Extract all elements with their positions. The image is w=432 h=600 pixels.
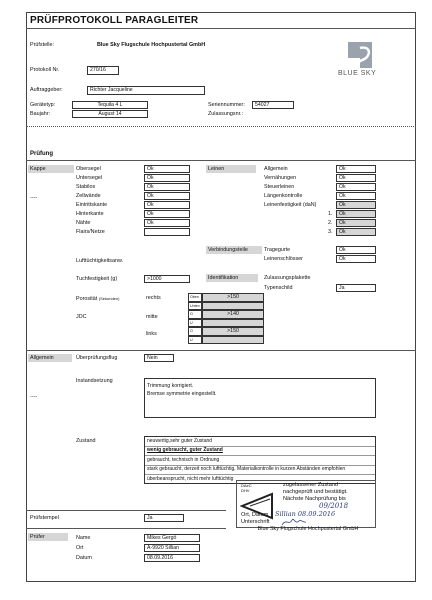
pruefung-heading: Prüfung bbox=[30, 151, 53, 157]
porositaet-row-value[interactable] bbox=[202, 319, 264, 328]
typenschild-field[interactable]: Ja bbox=[336, 284, 376, 292]
zustand-option[interactable]: neuwertig,sehr guter Zustand bbox=[147, 438, 213, 444]
kappe-item-field[interactable]: Ok bbox=[144, 219, 190, 227]
zustand-option[interactable]: wenig gebraucht, guter Zustand bbox=[147, 447, 223, 454]
lufttuechtigkeit-field[interactable] bbox=[144, 257, 190, 265]
verbindungsteile-label: Verbindungsteile bbox=[208, 247, 248, 253]
kappe-item-label: Stabilos bbox=[76, 184, 96, 190]
zustand-option[interactable]: stark gebraucht, derzeit noch lufttüchtig, Materialkontrolle in kurzen Abständen empfohlen bbox=[147, 466, 346, 473]
tuchfestigkeit-label: Tuchfestigkeit (g) bbox=[76, 276, 118, 282]
zulassungsnr-label: Zulassungsnr.: bbox=[208, 111, 244, 117]
ueberpruefungsflug-label: Überprüfungsflug bbox=[76, 355, 118, 361]
porositaet-row-value[interactable]: >150 bbox=[202, 293, 264, 302]
seriennummer-field[interactable]: 54027 bbox=[252, 101, 294, 109]
porositaet-label bbox=[76, 295, 119, 303]
kappe-item-label: Flairs/Netze bbox=[76, 229, 105, 235]
stamp-org: DAeC DHV bbox=[241, 483, 252, 493]
leinen-item-prefix: 1. bbox=[328, 211, 333, 217]
zustand-option[interactable]: gebraucht, technisch in Ordnung bbox=[147, 456, 220, 463]
stamp-line-1: zugelassener Zustand bbox=[283, 482, 339, 488]
page-title: PRÜFPROTOKOLL PARAGLEITER bbox=[30, 15, 199, 26]
protokoll-label: Protokoll Nr. bbox=[30, 67, 60, 73]
porositaet-row-prefix: U bbox=[188, 319, 202, 328]
leinen-item-field[interactable]: Ok bbox=[336, 210, 376, 218]
kappe-item-label: Eintrittskante bbox=[76, 202, 108, 208]
porositaet-row-prefix: O bbox=[188, 310, 202, 319]
allgemein-label: Allgemein bbox=[30, 355, 54, 361]
leinenschloesser-field[interactable]: Ok bbox=[336, 255, 376, 263]
pruefung-end-divider bbox=[26, 350, 416, 351]
stamp-ort-datum-value: Sillian 08.09.2016 bbox=[275, 510, 336, 518]
leinen-item-prefix: 2. bbox=[328, 220, 333, 226]
kappe-item-field[interactable]: Ok bbox=[144, 174, 190, 182]
ueberpruefungsflug-field[interactable]: Nein bbox=[144, 354, 174, 362]
leinen-label: Leinen bbox=[208, 166, 225, 172]
tragegurte-field[interactable]: Ok bbox=[336, 246, 376, 254]
pruefstempel-label: Prüfstempel bbox=[30, 515, 59, 521]
leinen-item-label: Allgemein bbox=[264, 166, 288, 172]
porositaet-row-value[interactable] bbox=[202, 336, 264, 345]
pruefer-label: Prüfer bbox=[30, 534, 45, 540]
kappe-item-label: Hinterkante bbox=[76, 211, 104, 217]
pruefstempel-divider bbox=[26, 510, 226, 511]
leinen-item-field[interactable]: Ok bbox=[336, 174, 376, 182]
name-label: Name bbox=[76, 535, 91, 541]
logo-icon bbox=[334, 38, 384, 84]
tuchfestigkeit-field[interactable]: >1000 bbox=[144, 275, 190, 283]
baujahr-label: Baujahr: bbox=[30, 111, 51, 117]
kappe-label: Kappe bbox=[30, 166, 46, 172]
stamp-line-2: nachgeprüft und bestätigt. bbox=[283, 489, 348, 495]
porositaet-row-prefix: O bbox=[188, 327, 202, 336]
kappe-item-field[interactable]: Ok bbox=[144, 201, 190, 209]
zustand-label: Zustand bbox=[76, 438, 96, 444]
pruefstelle-value: Blue Sky Flugschule Hochpustertal GmbH bbox=[97, 42, 206, 48]
kappe-item-label: Zellwände bbox=[76, 193, 101, 199]
instandsetzung-line-2: Bremse symmetrie eingestellt. bbox=[147, 391, 217, 397]
kappe-item-label: Obersegel bbox=[76, 166, 101, 172]
stamp-company: Blue Sky Flugschule Hochpustertal GmbH bbox=[257, 526, 359, 532]
leinen-item-prefix: 3. bbox=[328, 229, 333, 235]
stamp-ort-datum-label: Ort, Datum bbox=[241, 512, 269, 518]
kappe-item-field[interactable]: Ok bbox=[144, 183, 190, 191]
stamp-line-3: Nächste Nachprüfung bis bbox=[283, 496, 346, 502]
leinenschloesser-label: Leinenschlösser bbox=[264, 256, 303, 262]
zulassungsplakette-label: Zulassungsplakette bbox=[264, 275, 311, 281]
porositaet-row-value[interactable] bbox=[202, 302, 264, 311]
seriennummer-label: Seriennummer: bbox=[208, 102, 245, 108]
kappe-dashes: ---- bbox=[30, 195, 38, 201]
blue-sky-logo bbox=[334, 38, 384, 84]
stamp-unterschrift-label: Unterschrift bbox=[241, 519, 270, 525]
porositaet-unit: (Sekunden) bbox=[98, 296, 120, 301]
ort-label: Ort bbox=[76, 545, 84, 551]
kappe-item-field[interactable] bbox=[144, 228, 190, 236]
mitte-label: mitte bbox=[146, 314, 158, 320]
geraetetyp-field[interactable]: Tequila 4 L bbox=[72, 101, 148, 109]
approval-stamp bbox=[236, 480, 376, 532]
datum-field[interactable]: 08.09.2016 bbox=[144, 554, 200, 562]
instandsetzung-label: Instandsetzung bbox=[76, 378, 113, 384]
stamp-next-date: 09/2018 bbox=[319, 502, 349, 510]
pruefstempel-field[interactable]: Ja bbox=[144, 514, 184, 522]
kappe-item-label: Nähte bbox=[76, 220, 91, 226]
leinen-item-field[interactable]: Ok bbox=[336, 165, 376, 173]
porositaet-row-prefix: U bbox=[188, 336, 202, 345]
kappe-item-label: Untersegel bbox=[76, 175, 103, 181]
links-label: links bbox=[146, 331, 157, 337]
lufttuechtigkeit-label: Lufttüchtigkeitsanw. bbox=[76, 258, 124, 264]
title-divider bbox=[26, 28, 416, 29]
porositaet-row-value[interactable]: >140 bbox=[202, 310, 264, 319]
leinen-item-field[interactable]: Ok bbox=[336, 201, 376, 209]
protokoll-field[interactable]: 270/16 bbox=[87, 66, 119, 75]
kappe-item-field[interactable]: Ok bbox=[144, 210, 190, 218]
leinen-item-label: Längenkontrolle bbox=[264, 193, 303, 199]
typenschild-label: Typenschild bbox=[264, 285, 293, 291]
zustand-option[interactable]: überbeansprucht, nicht mehr lufttüchtig bbox=[147, 475, 234, 482]
instandsetzung-line-1: Trimmung korrigiert. bbox=[147, 383, 194, 389]
leinen-item-field[interactable]: Ok bbox=[336, 228, 376, 236]
leinen-item-label: Leinenfestigkeit (daN) bbox=[264, 202, 317, 208]
rechts-label: rechts bbox=[146, 295, 161, 301]
allgemein-dashes: ---- bbox=[30, 394, 38, 400]
porositaet-row-value[interactable]: >150 bbox=[202, 327, 264, 336]
zulassungsplakette-field[interactable] bbox=[336, 274, 376, 282]
header-divider bbox=[26, 126, 416, 127]
porositaet-row-prefix: Unten bbox=[188, 302, 202, 311]
porositaet-row-prefix: Oben bbox=[188, 293, 202, 302]
leinen-item-label: Steuerleinen bbox=[264, 184, 295, 190]
datum-label: Datum bbox=[76, 555, 92, 561]
leinen-item-field[interactable]: Ok bbox=[336, 183, 376, 191]
ort-field[interactable]: A-9920 Sillian bbox=[144, 544, 200, 552]
name-field[interactable]: Mikes Gergö bbox=[144, 534, 200, 542]
auftraggeber-field[interactable]: Richter Jacqueline bbox=[87, 86, 205, 95]
leinen-item-field[interactable]: Ok bbox=[336, 192, 376, 200]
zulassungsnr-field[interactable] bbox=[252, 110, 294, 118]
pruefer-divider bbox=[26, 528, 226, 529]
auftraggeber-label: Auftraggeber: bbox=[30, 87, 63, 93]
identifikation-label: Identifikation bbox=[208, 275, 239, 281]
leinen-item-label: Vernähungen bbox=[264, 175, 297, 181]
pruefstelle-label: Prüfstelle: bbox=[30, 42, 54, 48]
instandsetzung-field[interactable] bbox=[144, 378, 376, 418]
logo-text: BLUE SKY bbox=[338, 70, 377, 77]
jdc-label: JDC bbox=[76, 314, 87, 320]
tragegurte-label: Tragegurte bbox=[264, 247, 291, 253]
geraetetyp-label: Gerätetyp: bbox=[30, 102, 56, 108]
zustand-box bbox=[144, 436, 376, 484]
baujahr-field[interactable]: August 14 bbox=[72, 110, 148, 118]
pruefung-divider bbox=[26, 160, 416, 161]
leinen-item-field[interactable]: Ok bbox=[336, 219, 376, 227]
kappe-item-field[interactable]: Ok bbox=[144, 192, 190, 200]
porositaet-text: Porosität bbox=[76, 296, 98, 302]
kappe-item-field[interactable]: Ok bbox=[144, 165, 190, 173]
